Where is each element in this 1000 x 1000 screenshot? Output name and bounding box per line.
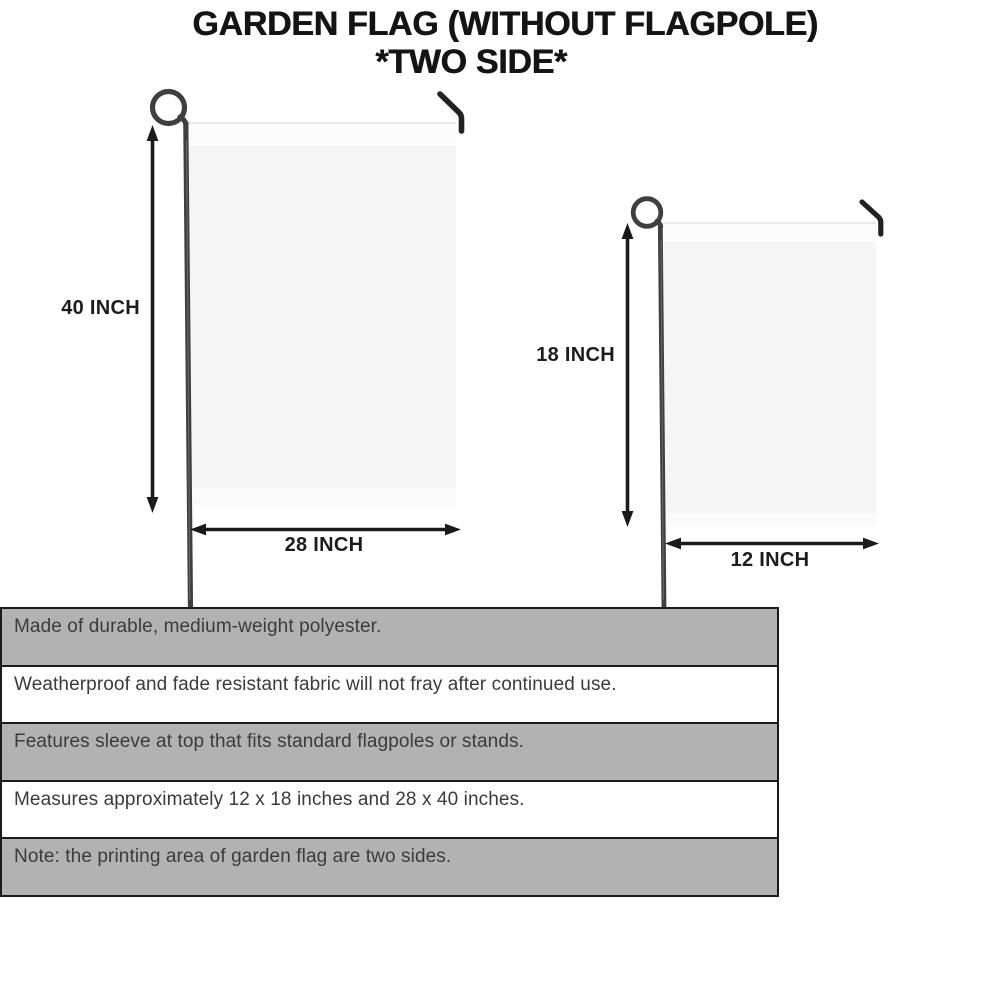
feature-text: Made of durable, medium-weight polyester. (14, 616, 382, 637)
large-flag-width-label: 28 INCH (284, 534, 364, 556)
feature-text: Note: the printing area of garden flag are two sides. (14, 846, 452, 868)
small-flag-top-edge (662, 222, 876, 224)
feature-text: Measures approximately 12 x 18 inches and 28 x 40 inches. (14, 788, 525, 810)
page-title: GARDEN FLAG (WITHOUT FLAGPOLE) (192, 5, 818, 43)
large-flag-bottom-hem (188, 488, 456, 505)
small-height-arrowhead-bottom (622, 511, 634, 527)
large-flag-canvas (188, 122, 456, 505)
small-height-arrowhead-top (622, 223, 634, 239)
large-flag-height-label: 40 INCH (61, 297, 140, 319)
feature-text: Weatherproof and fade resistant fabric will not fray after continued use. (14, 673, 617, 695)
small-flag-width-label: 12 INCH (730, 549, 810, 571)
features-table (0, 607, 779, 897)
small-flag-canvas (662, 222, 876, 527)
small-flag-sleeve (662, 222, 876, 242)
feature-row-sleeve (2, 722, 777, 780)
feature-row-weatherproof (2, 665, 777, 723)
page-subtitle: *TWO SIDE* (375, 43, 567, 81)
large-flag-sleeve (188, 122, 456, 146)
feature-row-material (2, 609, 777, 665)
small-width-arrowhead-right (863, 538, 879, 550)
large-height-arrowhead-top (147, 125, 159, 141)
small-flag-height-label: 18 INCH (536, 344, 615, 366)
small-width-arrowhead-left (665, 538, 681, 550)
large-height-arrowhead-bottom (147, 497, 159, 513)
large-flag-top-edge (188, 122, 456, 124)
feature-text: Features sleeve at top that fits standard flagpoles or stands. (14, 731, 524, 753)
feature-row-measurements (2, 780, 777, 838)
small-flag-bottom-hem (662, 513, 876, 527)
feature-row-note (2, 837, 777, 895)
